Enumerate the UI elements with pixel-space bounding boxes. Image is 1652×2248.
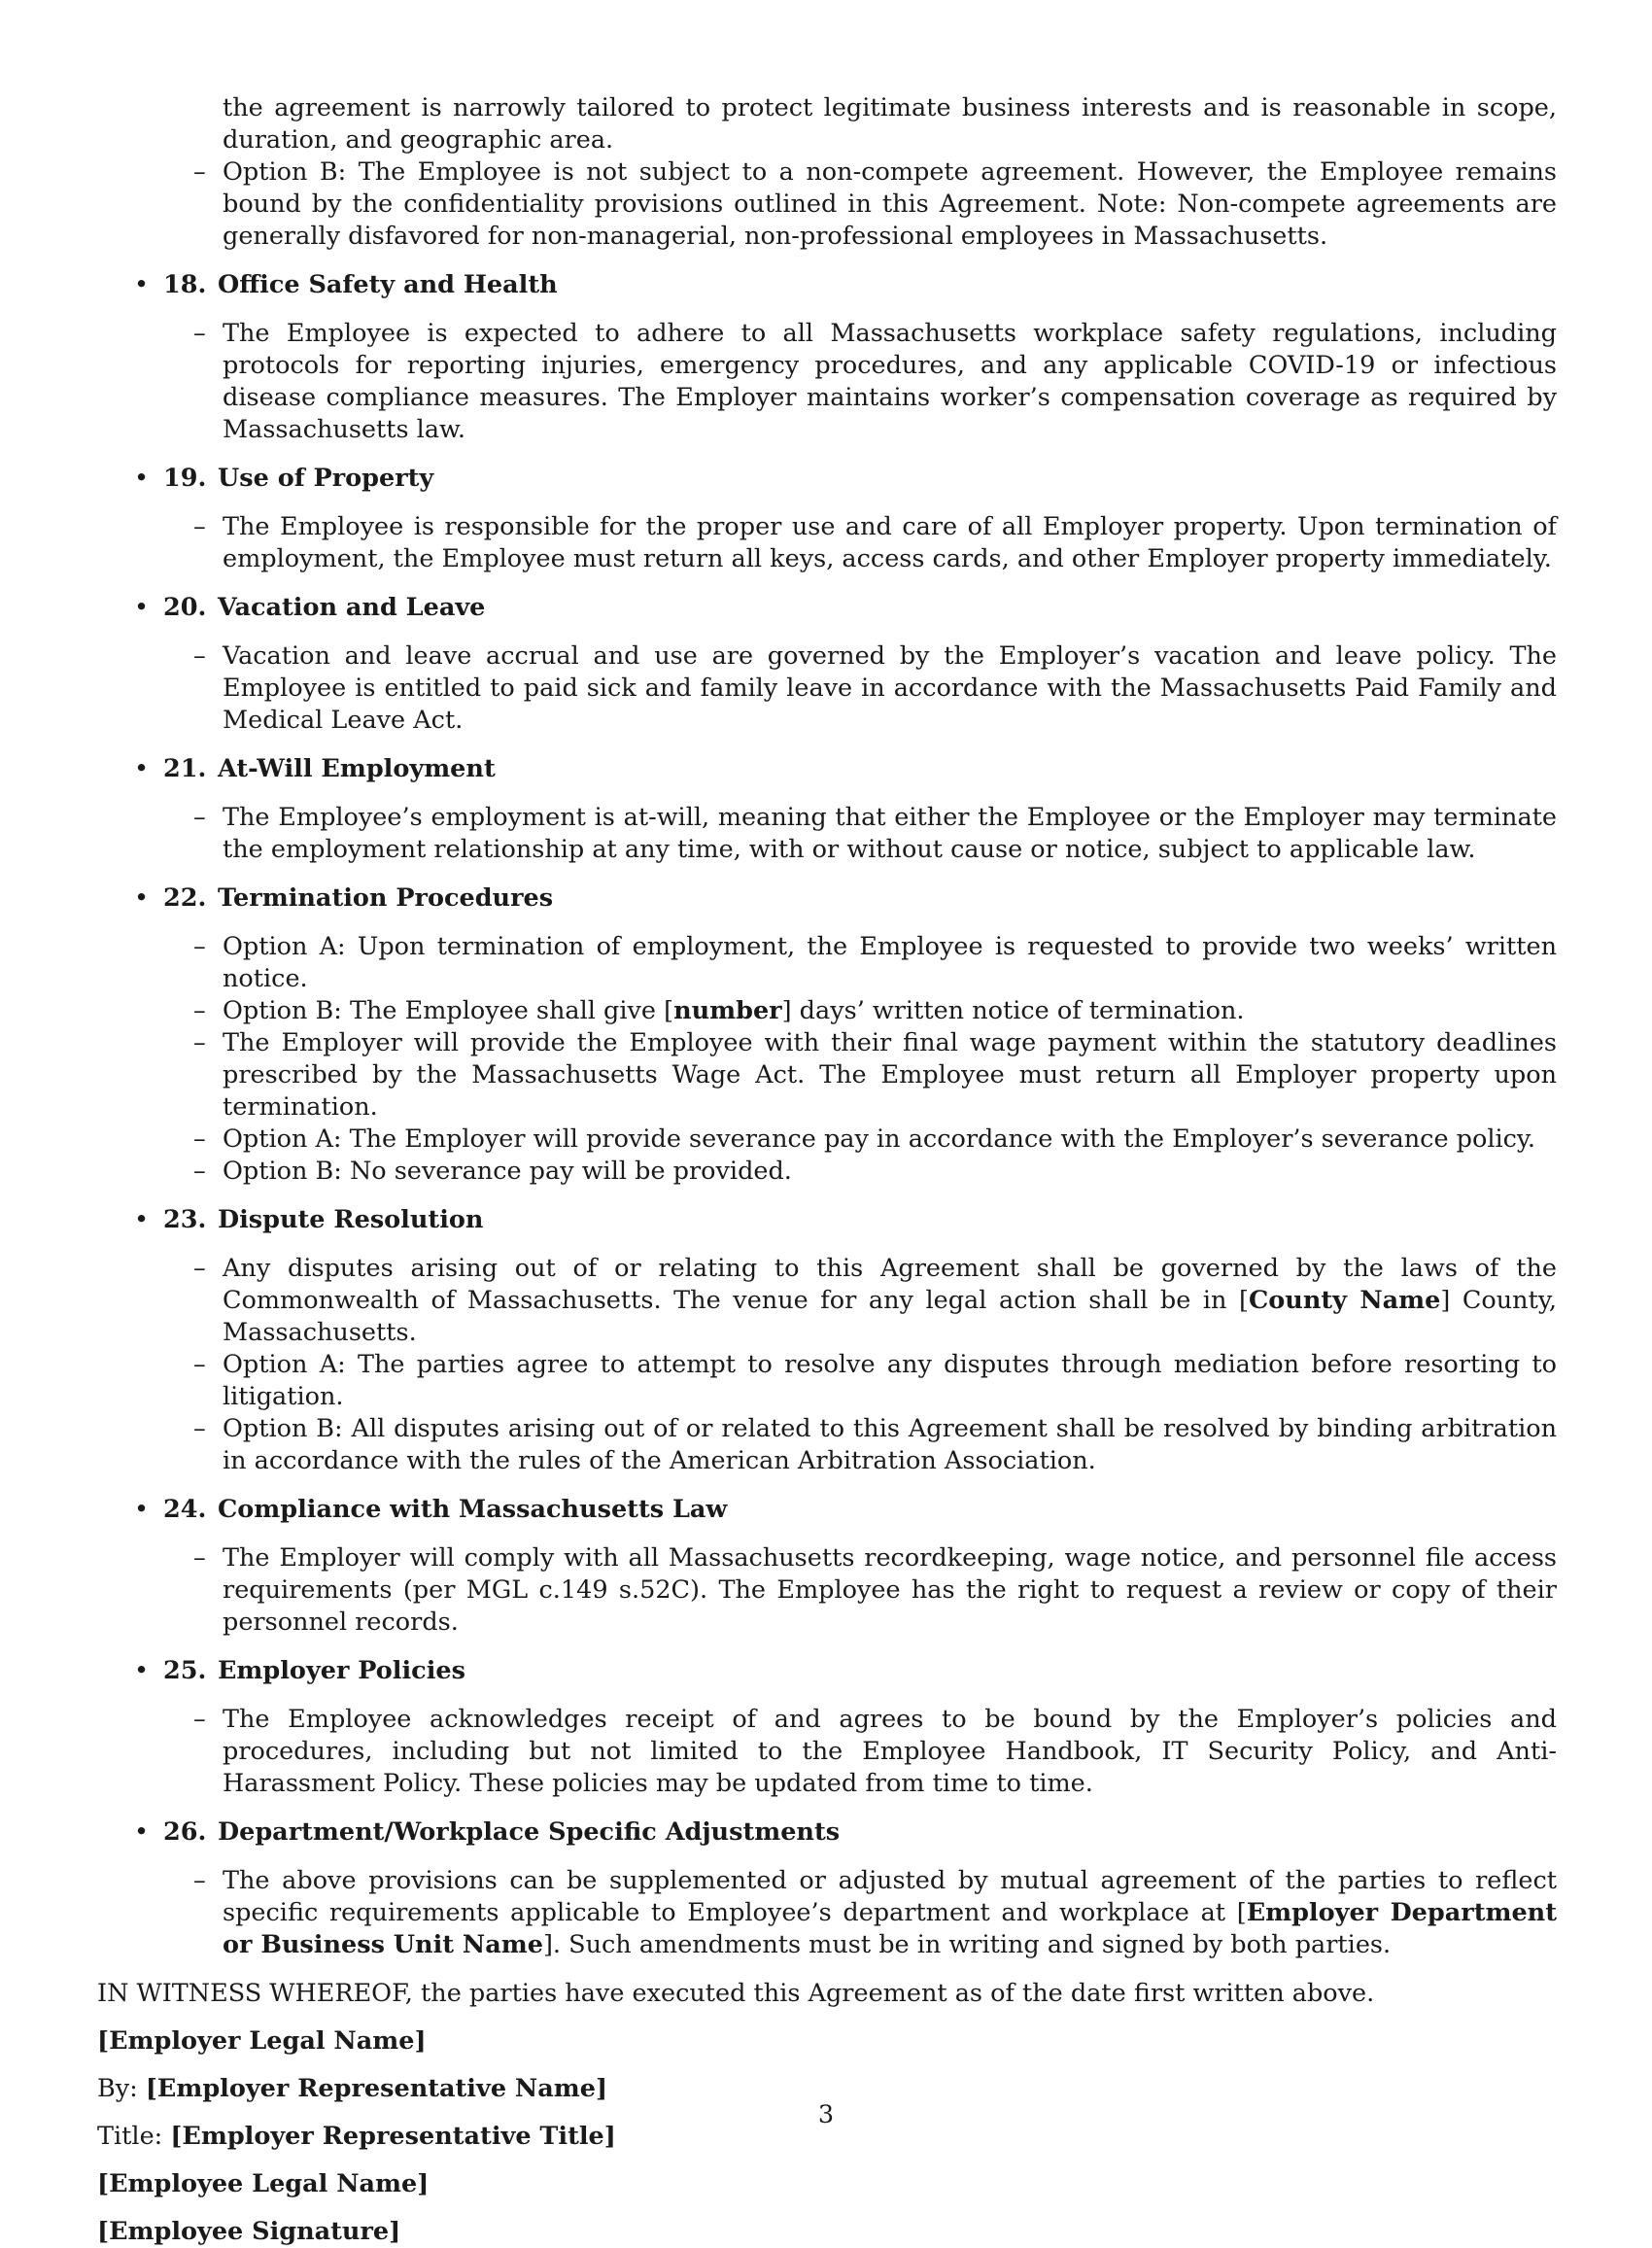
section-19-item: [193, 511, 1557, 575]
bullet-icon: •: [134, 270, 150, 299]
section-22-heading: [134, 882, 1557, 915]
section-26-heading: [134, 1816, 1557, 1849]
employee-signature: [Employee Signature]: [97, 2217, 401, 2246]
document-page: [97, 92, 1557, 2248]
section-number: 20.: [163, 593, 207, 622]
section-title: At-Will Employment: [218, 754, 496, 783]
section-number: 24.: [163, 1495, 207, 1524]
dash-marker: –: [193, 996, 206, 1025]
page-number: 3: [817, 2100, 835, 2129]
dash-marker: –: [193, 641, 206, 671]
section-23-heading: [134, 1204, 1557, 1236]
section-title: Dispute Resolution: [218, 1205, 484, 1234]
section-20-heading: [134, 592, 1557, 624]
section-23-item-1: [193, 1253, 1557, 1349]
dash-marker: –: [193, 1157, 206, 1186]
item-text: ] County, Massachusetts.: [223, 1286, 1557, 1347]
item-text: The Employer will provide the Employee with their final wage payment within the statutory deadlines prescribed by the Massachusetts Wage Act. The Employee must return all Employer property upon termination.: [223, 1028, 1557, 1122]
item-text: Vacation and leave accrual and use are governed by the Employer’s vacation and leave policy. The Employee is entitled to paid sick and family leave in accordance with the Massachusetts Paid Family and Medical Leave Act.: [223, 641, 1557, 735]
section-23-item-3: [193, 1413, 1557, 1477]
dash-marker: –: [193, 512, 206, 541]
dash-marker: –: [193, 1543, 206, 1573]
item-text: ]. Such amendments must be in writing and signed by both parties.: [542, 1930, 1392, 1959]
section-21-item: [193, 802, 1557, 866]
dash-marker: –: [193, 1350, 206, 1379]
item-text: The above provisions can be supplemented or adjusted by mutual agreement of the parties to reflect specific requirements applicable to Employee’s department and workplace at [: [223, 1866, 1557, 1927]
section-number: 22.: [163, 883, 207, 913]
dash-marker: –: [193, 1866, 206, 1895]
section-22-item-5: [193, 1156, 1557, 1188]
section-title: Use of Property: [218, 464, 434, 493]
option-b-item: [193, 156, 1557, 253]
option-b-text: Option B: The Employee is not subject to a non-compete agreement. However, the Employee remains bound by the confidentiality provisions outlined in this Agreement. Note: Non-compete agreements are generally disfavored for non-managerial, non-professional employees in Massachusetts.: [223, 157, 1557, 251]
bullet-icon: •: [134, 1495, 150, 1524]
placeholder-number: number: [673, 996, 782, 1025]
item-text: ] days’ written notice of termination.: [781, 996, 1245, 1025]
bullet-icon: •: [134, 593, 150, 622]
bullet-icon: •: [134, 464, 150, 493]
section-24-heading: [134, 1494, 1557, 1526]
employee-legal-name: [Employee Legal Name]: [97, 2169, 430, 2198]
section-26-item: [193, 1865, 1557, 1961]
section-title: Vacation and Leave: [218, 593, 486, 622]
dash-marker: –: [193, 932, 206, 961]
dash-marker: –: [193, 1414, 206, 1443]
item-text: Option A: The Employer will provide severance pay in accordance with the Employer’s severance policy.: [223, 1124, 1536, 1154]
section-25-heading: [134, 1655, 1557, 1687]
bullet-icon: •: [134, 1817, 150, 1847]
item-text: The Employee is expected to adhere to all Massachusetts workplace safety regulations, including protocols for reporting injuries, emergency procedures, and any applicable COVID-19 or infectious disease compliance measures. The Employer maintains worker’s compensation coverage as required by Massachusetts law.: [223, 319, 1557, 444]
title-label: Title:: [97, 2122, 171, 2151]
employer-representative-name: [Employer Representative Name]: [145, 2074, 608, 2103]
section-18-item: [193, 318, 1557, 446]
employer-representative-title: [Employer Representative Title]: [170, 2122, 616, 2151]
item-text: Any disputes arising out of or relating to this Agreement shall be governed by the laws of the Commonwealth of Massachusetts. The venue for any legal action shall be in [: [223, 1254, 1557, 1315]
section-title: Employer Policies: [218, 1656, 465, 1685]
section-25-item: [193, 1704, 1557, 1800]
item-text: Option B: All disputes arising out of or related to this Agreement shall be resolved by binding arbitration in accordance with the rules of the American Arbitration Association.: [223, 1414, 1557, 1475]
section-19-heading: [134, 463, 1557, 495]
item-text: The Employee is responsible for the proper use and care of all Employer property. Upon termination of employment, the Employee must return all keys, access cards, and other Employer property immediately.: [223, 512, 1557, 573]
section-number: 26.: [163, 1817, 207, 1847]
section-number: 18.: [163, 270, 207, 299]
item-text: Option B: No severance pay will be provided.: [223, 1157, 792, 1186]
section-number: 25.: [163, 1656, 207, 1685]
section-20-item: [193, 640, 1557, 737]
section-24-item: [193, 1542, 1557, 1639]
item-text: The Employer will comply with all Massachusetts recordkeeping, wage notice, and personnel file access requirements (per MGL c.149 s.52C). The Employee has the right to request a review or copy of their personnel records.: [223, 1543, 1557, 1637]
placeholder-county-name: County Name: [1248, 1286, 1441, 1315]
section-number: 23.: [163, 1205, 207, 1234]
dash-marker: –: [193, 1028, 206, 1057]
dash-marker: –: [193, 1124, 206, 1154]
bullet-icon: •: [134, 1205, 150, 1234]
section-18-heading: [134, 269, 1557, 301]
bullet-icon: •: [134, 883, 150, 913]
section-number: 19.: [163, 464, 207, 493]
item-text: The Employee acknowledges receipt of and agrees to be bound by the Employer’s policies and procedures, including but not limited to the Employee Handbook, IT Security Policy, and Anti-Harassment Policy. These policies may be updated from time to time.: [223, 1705, 1557, 1798]
section-21-heading: [134, 753, 1557, 785]
section-22-item-4: [193, 1124, 1557, 1156]
item-text: The Employee’s employment is at-will, meaning that either the Employee or the Employer may terminate the employment relationship at any time, with or without cause or notice, subject to applicable law.: [223, 803, 1557, 864]
section-title: Compliance with Massachusetts Law: [218, 1495, 728, 1524]
dash-marker: –: [193, 803, 206, 832]
section-23-item-2: [193, 1349, 1557, 1413]
section-number: 21.: [163, 754, 207, 783]
by-label: By:: [97, 2074, 146, 2103]
item-text: Option A: The parties agree to attempt to resolve any disputes through mediation before resorting to litigation.: [223, 1350, 1557, 1411]
continued-paragraph: the agreement is narrowly tailored to protect legitimate business interests and is reasonable in scope, duration, and geographic area.: [223, 93, 1557, 155]
dash-marker: –: [193, 1705, 206, 1734]
section-title: Termination Procedures: [218, 883, 554, 913]
placeholder-department: Employer Department or Business Unit Name: [223, 1898, 1557, 1959]
dash-marker: –: [193, 157, 206, 187]
item-text: Option B: The Employee shall give [: [223, 996, 674, 1025]
item-text: Option A: Upon termination of employment, the Employee is requested to provide two weeks’ written notice.: [223, 932, 1557, 993]
section-22-item-3: [193, 1027, 1557, 1124]
dash-marker: –: [193, 1254, 206, 1283]
dash-marker: –: [193, 319, 206, 348]
bullet-icon: •: [134, 1656, 150, 1685]
section-title: Office Safety and Health: [218, 270, 558, 299]
section-title: Department/Workplace Specific Adjustments: [218, 1817, 841, 1847]
section-22-item-1: [193, 931, 1557, 995]
witness-clause: IN WITNESS WHEREOF, the parties have executed this Agreement as of the date first written above.: [97, 1979, 1375, 2008]
bullet-icon: •: [134, 754, 150, 783]
section-22-item-2: [193, 995, 1557, 1027]
employer-legal-name: [Employer Legal Name]: [97, 2026, 427, 2056]
